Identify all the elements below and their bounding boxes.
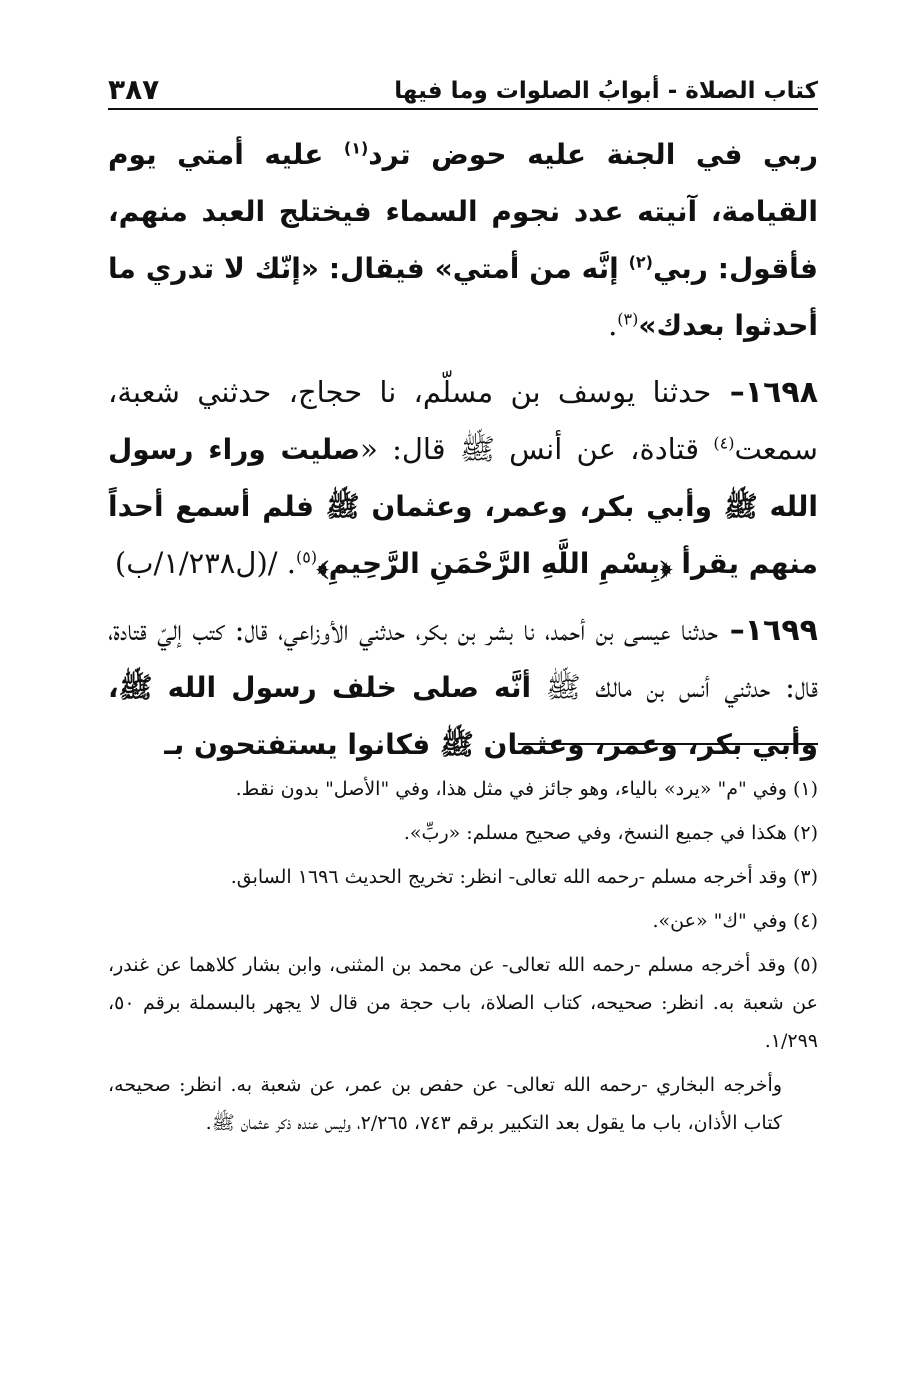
footnote-ref-5[interactable]: (٥)	[295, 547, 318, 567]
footnote-text: وفي "ك" «عن».	[652, 910, 787, 932]
manuscript-reference: . /(ل١/٢٣٨/ب)	[114, 546, 296, 580]
footnote-separator	[518, 743, 818, 745]
footnote-label: (٣)	[792, 866, 818, 888]
footnote-ref-1[interactable]: (١)	[343, 138, 369, 158]
footnote-label: (٢)	[792, 822, 818, 844]
footnote-label: (٥)	[792, 954, 818, 976]
footnote-text: وقد أخرجه مسلم -رحمه الله تعالى- عن محمد بن المثنى، وابن بشار كلاهما عن غندر، عن شعبة به. انظر: صحيحه، كتاب الصلاة، باب حجة من قال لا يجهر بالبسملة برقم ٥٠، ١/٢٩٩.	[108, 954, 818, 1052]
footnote-1	[108, 770, 818, 808]
footnote-3	[108, 858, 818, 896]
hadith-text: ربي في الجنة عليه حوض ترد$^{(١)}$ عليه أمتي يوم القيامة، آنيته عدد نجوم السماء فيختلج العبد منهم، فأقول: ربي$^{(٢)}$ إنَّه من أمتي» فيقال: «إنّك لا تدري ما أحدثوا بعدك»	[108, 138, 819, 342]
page-number: ٣٨٧	[108, 73, 160, 106]
footnote-label: (١)	[792, 778, 818, 800]
isnad-text: حدثنا يوسف بن مسلّم، نا حجاج، حدثني شعبة، سمعت	[108, 375, 818, 466]
paragraph-hadith-1698: ١٦٩٨– حدثنا يوسف بن مسلّم، نا حجاج، حدثني شعبة، سمعت$^{(٤)}$ قتادة، عن أنس ﷺ قال: «صليت وراء رسول الله ﷺ وأبي بكر، وعمر، وعثمان ﷺ فلم أسمع أحداً منهم يقرأ ﴿بِسْمِ اللَّهِ الرَّحْمَنِ الرَّحِيمِ﴾$^{(٥)}$. /(ل١/٢٣٨/ب)	[108, 375, 819, 580]
footnote-ref-4[interactable]: (٤)	[713, 433, 735, 453]
hadith-number: ١٦٩٩	[744, 613, 818, 648]
matn-text: صليت وراء رسول الله ﷺ وأبي بكر، وعمر، وعثمان ﷺ فلم أسمع أحداً منهم يقرأ ﴿بِسْمِ اللَّهِ الرَّحْمَنِ الرَّحِيمِ﴾	[108, 433, 818, 580]
footnote-2	[108, 814, 818, 852]
footnote-text: هكذا في جميع النسخ، وفي صحيح مسلم: «ربِّ».	[403, 822, 787, 844]
footnote-text: وأخرجه البخاري -رحمه الله تعالى- عن حفص بن عمر، عن شعبة به. انظر: صحيحه، كتاب الأذان، باب ما يقول بعد التكبير برقم ٧٤٣، ٢/٢٦٥، وليس عنده ذكر عثمان ﷺ.	[108, 1074, 782, 1134]
isnad-text: حدثنا عيسى بن أحمد، نا بشر بن بكر، حدثني الأوزاعي، قال: كتب إليّ قتادة، قال: حدثني أنس بن مالك ﷺ	[108, 613, 818, 704]
paragraph-hadith-continuation: ربي في الجنة عليه حوض ترد$^{(١)}$ عليه أمتي يوم القيامة، آنيته عدد نجوم السماء فيختلج العبد منهم، فأقول: ربي$^{(٢)}$ إنَّه من أمتي» فيقال: «إنّك لا تدري ما أحدثوا بعدك»$^{(٣)}$.	[108, 138, 819, 342]
running-header	[108, 64, 818, 110]
footnote-5-continuation	[108, 1066, 818, 1142]
footnotes	[108, 770, 818, 1148]
footnote-label: (٤)	[792, 910, 818, 932]
footnote-ref-2[interactable]: (٢)	[628, 252, 653, 272]
hadith-number: ١٦٩٨	[744, 375, 819, 410]
footnote-text: وفي "م" «يرد» بالياء، وهو جائز في مثل هذا، وفي "الأصل" بدون نقط.	[235, 778, 787, 800]
footnote-5	[108, 946, 818, 1060]
footnote-4	[108, 902, 818, 940]
footnote-ref-3[interactable]: (٣)	[617, 309, 639, 329]
paragraph-hadith-1699: ١٦٩٩– حدثنا عيسى بن أحمد، نا بشر بن بكر، حدثني الأوزاعي، قال: كتب إليّ قتادة، قال: حدثني أنس بن مالك ﷺ أنَّه صلى خلف رسول الله ﷺ، وأبي بكر، وعمر، وعثمان ﷺ فكانوا يستفتحون بـ	[108, 613, 818, 761]
matn-text: أنَّه صلى خلف رسول الله ﷺ، وأبي بكر، وعمر، وعثمان ﷺ فكانوا يستفتحون بـ	[108, 671, 818, 761]
main-text	[108, 126, 818, 783]
chapter-title: كتاب الصلاة - أبوابُ الصلوات وما فيها	[394, 78, 818, 104]
footnote-text: وقد أخرجه مسلم -رحمه الله تعالى- انظر: تخريج الحديث ١٦٩٦ السابق.	[230, 866, 787, 888]
